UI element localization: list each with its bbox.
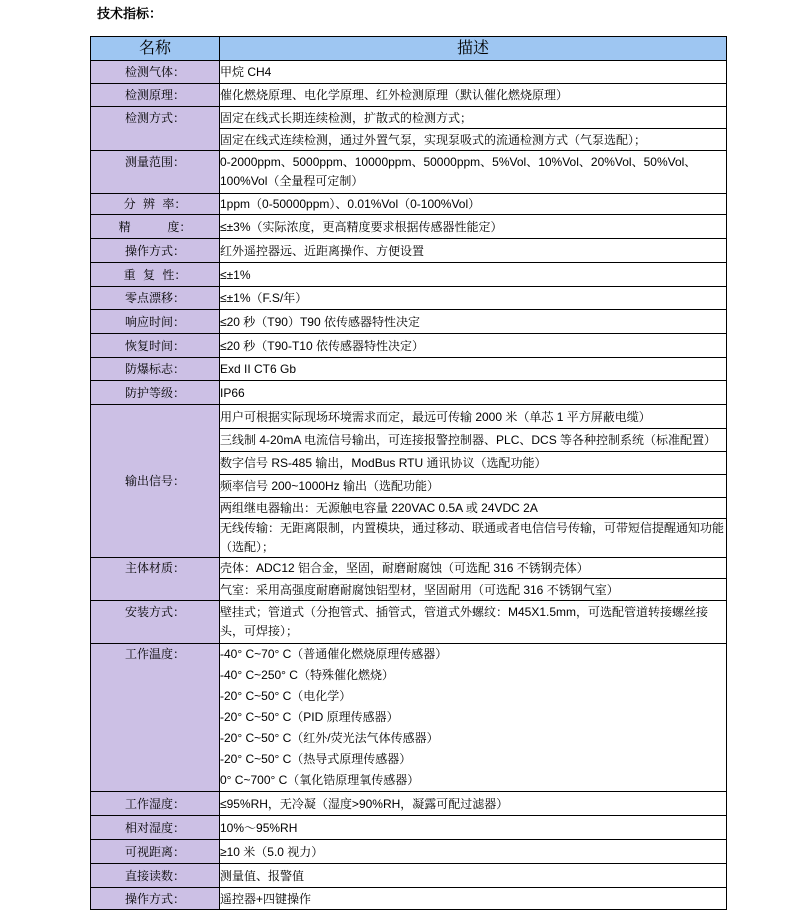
spec-value-output-signal-4: 频率信号 200~1000Hz 输出（选配功能） xyxy=(220,475,727,498)
spec-table xyxy=(90,36,727,910)
spec-label-operation-mode: 操作方式： xyxy=(91,239,220,263)
spec-label-working-temperature: 工作温度： xyxy=(91,644,220,792)
spec-label-resolution: 分 辨 率： xyxy=(91,194,220,215)
spec-label-detection-method: 检测方式： xyxy=(91,107,220,151)
spec-value-detection-method-1: 固定在线式长期连续检测，扩散式的检测方式； xyxy=(220,107,727,129)
temperature-line: -40° C~70° C（普通催化燃烧原理传感器） xyxy=(220,647,448,661)
header-name-cell: 名称 xyxy=(91,37,220,61)
spec-row-output-signal xyxy=(91,405,727,429)
spec-value-zero-drift: ≤±1%（F.S/年） xyxy=(220,287,727,310)
spec-value-explosion-proof-mark: Exd II CT6 Gb xyxy=(220,358,727,381)
spec-value-repeatability: ≤±1% xyxy=(220,263,727,287)
spec-label-operation-method: 操作方式： xyxy=(91,888,220,910)
spec-value-output-signal-1: 用户可根据实际现场环境需求而定，最远可传输 2000 米（单芯 1 平方屏蔽电缆） xyxy=(220,405,727,429)
spec-row-measuring-range xyxy=(91,151,727,194)
spec-label-measuring-range: 测量范围： xyxy=(91,151,220,194)
spec-value-measuring-range: 0-2000ppm、5000ppm、10000ppm、50000ppm、5%Vol、10%Vol、20%Vol、50%Vol、100%Vol（全量程可定制） xyxy=(220,151,727,194)
spec-row-explosion-proof-mark xyxy=(91,358,727,381)
spec-value-body-material-1: 壳体：ADC12 铝合金，坚固，耐磨耐腐蚀（可选配 316 不锈钢壳体） xyxy=(220,558,727,579)
spec-label-installation-method: 安装方式： xyxy=(91,601,220,644)
spec-label-explosion-proof-mark: 防爆标志： xyxy=(91,358,220,381)
spec-row-protection-grade xyxy=(91,381,727,405)
spec-row-installation-method xyxy=(91,601,727,644)
spec-value-visual-distance: ≥10 米（5.0 视力） xyxy=(220,840,727,864)
temperature-line: -20° C~50° C（电化学） xyxy=(220,689,352,703)
spec-label-visual-distance: 可视距离： xyxy=(91,840,220,864)
spec-value-detection-method-2: 固定在线式连续检测，通过外置气泵，实现泵吸式的流通检测方式（气泵选配）； xyxy=(220,129,727,151)
section-title: 技术指标： xyxy=(97,6,163,21)
spec-row-working-humidity xyxy=(91,792,727,816)
spec-value-working-temperature xyxy=(220,644,727,792)
spec-label-recovery-time: 恢复时间： xyxy=(91,334,220,358)
spec-label-relative-humidity: 相对湿度： xyxy=(91,816,220,840)
spec-value-accuracy: ≤±3%（实际浓度，更高精度要求根据传感器性能定） xyxy=(220,215,727,239)
spec-row-direct-reading xyxy=(91,864,727,888)
spec-label-output-signal: 输出信号： xyxy=(91,405,220,558)
spec-label-response-time: 响应时间： xyxy=(91,310,220,334)
spec-row-accuracy xyxy=(91,215,727,239)
spec-value-resolution: 1ppm（0-50000ppm）、0.01%Vol（0-100%Vol） xyxy=(220,194,727,215)
spec-label-body-material: 主体材质： xyxy=(91,558,220,601)
spec-value-protection-grade: IP66 xyxy=(220,381,727,405)
spec-row-relative-humidity xyxy=(91,816,727,840)
spec-value-response-time: ≤20 秒（T90）T90 依传感器特性决定 xyxy=(220,310,727,334)
spec-value-direct-reading: 测量值、报警值 xyxy=(220,864,727,888)
spec-row-detection-method xyxy=(91,107,727,129)
spec-value-output-signal-3: 数字信号 RS-485 输出，ModBus RTU 通讯协议（选配功能） xyxy=(220,452,727,475)
temperature-line: -20° C~50° C（红外/荧光法气体传感器） xyxy=(220,731,439,745)
temperature-line: -40° C~250° C（特殊催化燃烧） xyxy=(220,668,394,682)
spec-value-working-humidity: ≤95%RH，无冷凝（湿度>90%RH，凝露可配过滤器） xyxy=(220,792,727,816)
spec-row-detection-gas xyxy=(91,61,727,84)
spec-row-resolution xyxy=(91,194,727,215)
spec-label-detection-principle: 检测原理： xyxy=(91,84,220,107)
spec-value-output-signal-6: 无线传输：无距离限制，内置模块，通过移动、联通或者电信信号传输，可带短信提醒通知功能（选配）； xyxy=(220,519,727,558)
header-description-cell: 描述 xyxy=(220,37,727,61)
spec-label-accuracy: 精 度： xyxy=(91,215,220,239)
spec-row-operation-mode xyxy=(91,239,727,263)
spec-value-body-material-2: 气室：采用高强度耐磨耐腐蚀铝型材，坚固耐用（可选配 316 不锈钢气室） xyxy=(220,579,727,601)
spec-value-installation-method: 壁挂式；管道式（分抱管式、插管式，管道式外螺纹：M45X1.5mm，可选配管道转接螺丝接头，可焊接）； xyxy=(220,601,727,644)
spec-label-working-humidity: 工作湿度： xyxy=(91,792,220,816)
spec-row-recovery-time xyxy=(91,334,727,358)
spec-value-output-signal-5: 两组继电器输出：无源触电容量 220VAC 0.5A 或 24VDC 2A xyxy=(220,498,727,519)
temperature-line: -20° C~50° C（PID 原理传感器） xyxy=(220,710,399,724)
spec-value-relative-humidity: 10%～95%RH xyxy=(220,816,727,840)
spec-row-detection-principle xyxy=(91,84,727,107)
spec-value-operation-method: 遥控器+四键操作 xyxy=(220,888,727,910)
spec-value-recovery-time: ≤20 秒（T90-T10 依传感器特性决定） xyxy=(220,334,727,358)
spec-label-repeatability: 重 复 性： xyxy=(91,263,220,287)
spec-label-direct-reading: 直接读数： xyxy=(91,864,220,888)
spec-label-detection-gas: 检测气体： xyxy=(91,61,220,84)
spec-label-protection-grade: 防护等级： xyxy=(91,381,220,405)
spec-row-body-material xyxy=(91,558,727,579)
temperature-line: 0° C~700° C（氧化锆原理氧传感器） xyxy=(220,773,420,787)
spec-value-output-signal-2: 三线制 4-20mA 电流信号输出，可连接报警控制器、PLC、DCS 等各种控制系统（标准配置） xyxy=(220,429,727,452)
spec-value-detection-gas: 甲烷 CH4 xyxy=(220,61,727,84)
spec-row-response-time xyxy=(91,310,727,334)
spec-row-visual-distance xyxy=(91,840,727,864)
spec-value-detection-principle: 催化燃烧原理、电化学原理、红外检测原理（默认催化燃烧原理） xyxy=(220,84,727,107)
spec-label-zero-drift: 零点漂移： xyxy=(91,287,220,310)
spec-value-operation-mode: 红外遥控器远、近距离操作、方便设置 xyxy=(220,239,727,263)
temperature-line: -20° C~50° C（热导式原理传感器） xyxy=(220,752,412,766)
spec-row-repeatability xyxy=(91,263,727,287)
spec-row-operation-method xyxy=(91,888,727,910)
spec-row-zero-drift xyxy=(91,287,727,310)
table-header-row xyxy=(91,37,727,61)
spec-row-working-temperature xyxy=(91,644,727,792)
